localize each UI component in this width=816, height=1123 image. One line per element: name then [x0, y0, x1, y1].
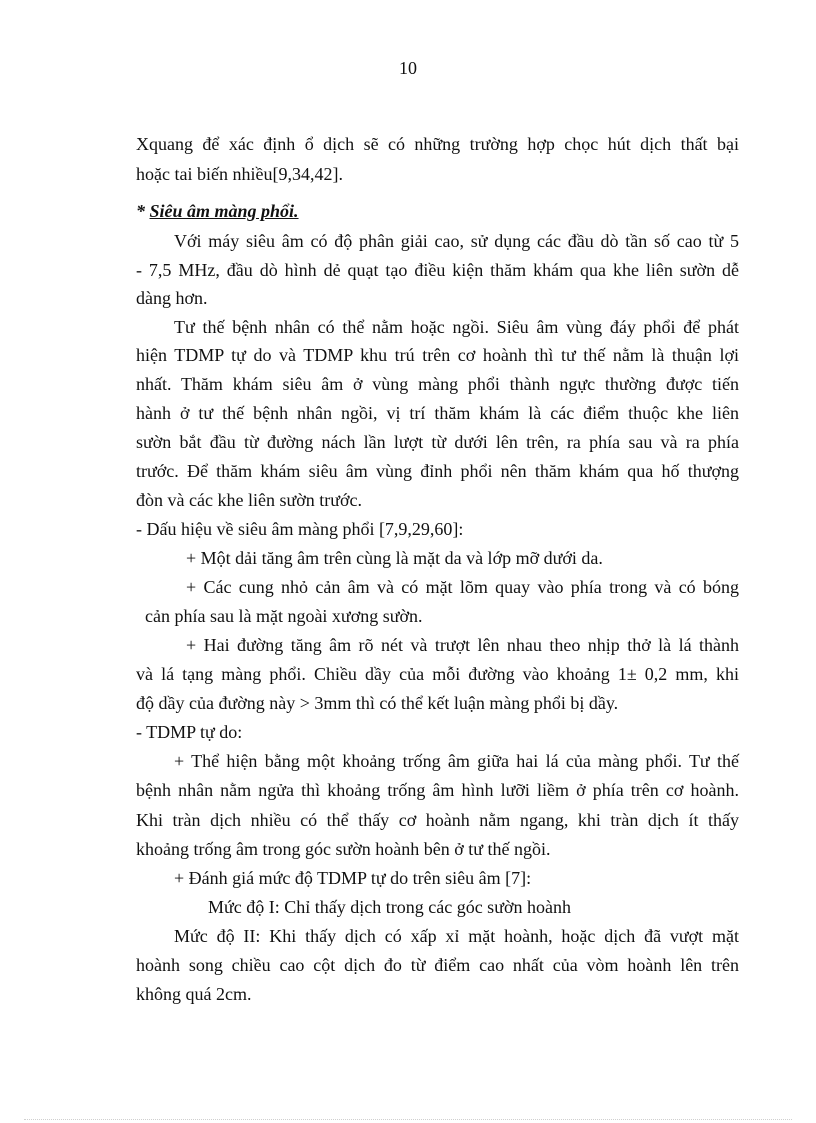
page-number: 10 [399, 58, 417, 78]
sub-item: + Đánh giá mức độ TDMP tự do trên siêu âm [7]: [174, 868, 532, 888]
section-heading [136, 197, 299, 225]
text-line: Khi tràn dịch nhiều có thể thấy cơ hoành nằm ngang, khi tràn dịch ít thấy [136, 810, 739, 830]
text-line: không quá 2cm. [136, 984, 252, 1004]
bullet-item: - TDMP tự do: [136, 722, 243, 742]
text-line: bệnh nhân nằm ngửa thì khoảng trống âm hình lưỡi liềm ở phía trên cơ hoành. [136, 780, 739, 800]
text-line: khoảng trống âm trong góc sườn hoành bên ở tư thế ngồi. [136, 839, 551, 859]
sub-item: + Một dải tăng âm trên cùng là mặt da và lớp mỡ dưới da. [186, 548, 603, 568]
text-line: hành ở tư thế bệnh nhân ngồi, vị trí thăm khám là các điểm thuộc khe liên [136, 403, 739, 423]
text-line: độ dầy của đường này > 3mm thì có thể kết luận màng phổi bị dầy. [136, 693, 619, 713]
text-line: và lá tạng màng phổi. Chiều dầy của mỗi đường vào khoảng 1± 0,2 mm, khi [136, 664, 739, 684]
page-bottom-border [24, 1119, 792, 1120]
text-line: hoành song chiều cao cột dịch đo từ điểm cao nhất của vòm hoành lên trên [136, 955, 739, 975]
text-line: Tư thế bệnh nhân có thể nằm hoặc ngồi. Siêu âm vùng đáy phổi để phát [174, 317, 739, 337]
text-line: dàng hơn. [136, 288, 208, 308]
sub-item: + Hai đường tăng âm rõ nét và trượt lên nhau theo nhịp thở là lá thành [186, 635, 739, 655]
text-line: sườn bắt đầu từ đường nách lần lượt từ dưới lên trên, ra phía sau và ra phía [136, 432, 739, 452]
bullet-item: - Dấu hiệu về siêu âm màng phổi [7,9,29,60]: [136, 519, 464, 539]
heading-marker: * [136, 201, 150, 221]
text-line: đòn và các khe liên sườn trước. [136, 490, 362, 510]
text-line: hoặc tai biến nhiều[9,34,42]. [136, 164, 343, 184]
text-line: Với máy siêu âm có độ phân giải cao, sử dụng các đầu dò tần số cao từ 5 [174, 231, 739, 251]
heading-title: Siêu âm màng phổi. [149, 201, 299, 221]
text-line: cản phía sau là mặt ngoài xương sườn. [145, 606, 423, 626]
level-item: Mức độ II: Khi thấy dịch có xấp xỉ mặt hoành, hoặc dịch đã vượt mặt [174, 926, 739, 946]
text-line: hiện TDMP tự do và TDMP khu trú trên cơ hoành thì tư thế nằm là thuận lợi [136, 345, 739, 365]
sub-item: + Thể hiện bằng một khoảng trống âm giữa hai lá của màng phổi. Tư thế [174, 751, 739, 771]
text-line: trước. Để thăm khám siêu âm vùng đỉnh phổi nên thăm khám qua hố thượng [136, 461, 739, 481]
sub-item: + Các cung nhỏ cản âm và có mặt lõm quay vào phía trong và có bóng [186, 577, 739, 597]
text-line: - 7,5 MHz, đầu dò hình dẻ quạt tạo điều kiện thăm khám qua khe liên sườn dễ [136, 260, 739, 280]
text-line: Xquang để xác định ổ dịch sẽ có những trường hợp chọc hút dịch thất bại [136, 134, 739, 154]
text-line: nhất. Thăm khám siêu âm ở vùng màng phổi thành ngực thường được tiến [136, 374, 739, 394]
level-item: Mức độ I: Chỉ thấy dịch trong các góc sườn hoành [208, 897, 571, 917]
